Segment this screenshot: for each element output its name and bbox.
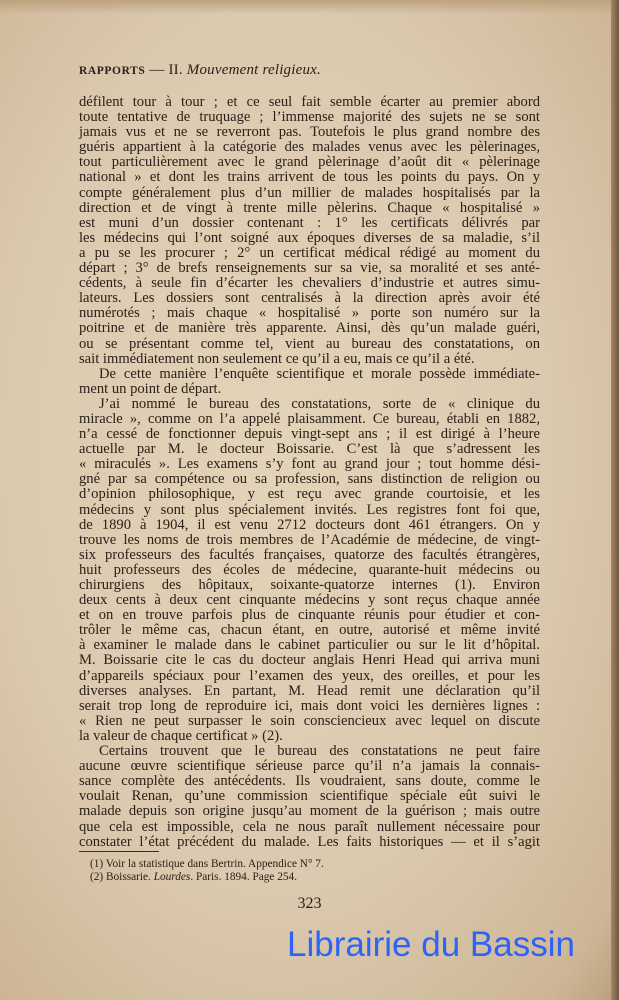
text-line: miracle », comme on l’a appelé plaisamment. Ce bureau, établi en 1882, [79,410,540,427]
text-line: tout particulièrement avec le grand pèlerinage d’août dit « pèlerinage [79,154,540,171]
text-line: compte généralement plus d’un millier de malades hospitalisés par la [79,184,540,201]
text-line: à examiner le malade dans le cabinet particulier ou sur le lit d’hôpital. [79,637,540,654]
text-line: voulait Renan, qu’une commission scientifique spéciale eût suivi le [79,788,540,805]
header-section: RAPPORTS [79,65,146,77]
text-line: sance complète des antécédents. Ils voudraient, sans doute, comme le [79,773,540,790]
text-line: trôler le même cas, chacun étant, en outre, autorisé et même invité [79,622,540,639]
footnote-rule [79,851,159,852]
header-title: Mouvement religieux. [186,62,321,78]
page-edge [611,0,619,1000]
text-line: « Rien ne peut surpasser le soin consciencieux avec lequel on discute [79,712,540,729]
text-line: défilent tour à tour ; et ce seul fait semble écarter au premier abord [79,94,540,110]
text-line: numérotés ; mais chaque « hospitalisé » porte son numéro sur la [79,305,540,322]
text-line: De cette manière l’enquête scientifique et morale possède immédiate- [99,365,540,382]
footnote [90,871,324,884]
text-line: J’ai nommé le bureau des constatations, sorte de « clinique du [99,395,540,412]
text-line: actuelle par M. le docteur Boissarie. C’est là que s’adressent les [79,441,540,458]
text-line: diverses analyses. En partant, M. Head remit une déclaration qu’il [79,682,540,699]
running-header [79,62,321,79]
page-number: 323 [297,895,322,912]
text-line: Certains trouvent que le bureau des constatations ne peut faire [99,743,540,760]
header-chapter: — II. [145,62,187,78]
text-line: jamais vus et ne se reverront pas. Toutefois le plus grand nombre des [79,124,540,141]
text-line: « miraculés ». Les examens s’y font au grand jour ; tout homme dési- [79,456,540,473]
text-line: d’opinion philosophique, y est reçu avec grande courtoisie, et les [79,486,540,503]
watermark: Librairie du Bassin [287,925,575,964]
text-line: malade depuis son origine jusqu’au moment de la guérison ; mais outre [79,803,540,820]
text-line: national » et dont les trains arrivent de tous les points du pays. On y [79,169,540,186]
footnote-it: Lourdes [153,870,191,883]
text-line: n’a cessé de fonctionner depuis vingt-sept ans ; il est dirigé à l’heure [79,426,540,443]
text-line: guéris appartient à la catégorie des malades venus avec les pèlerinages, [79,139,540,156]
text-line: poitrine et de manière très apparente. Ainsi, dès qu’un malade guéri, [79,320,540,337]
text-line: cédents, à seule fin d’écarter les chevaliers d’industrie et autres simu- [79,275,540,292]
page-top-shadow [0,0,619,14]
text-line: chirurgiens des hôpitaux, soixante-quatorze internes (1). Environ [79,577,540,593]
text-line: toute tentative de truquage ; l’immense majorité des sujets ne se sont [79,109,540,126]
text-line: médecins y sont plus spécialement invités. Les registres font foi que, [79,501,540,518]
footnote-pre: (2) Boissarie. [90,870,154,883]
text-line: que cela est impossible, cela ne nous paraît nullement nécessaire pour [79,818,540,835]
text-line: sait immédiatement non seulement ce qu’il a eu, mais ce qu’il a été. [79,350,475,367]
text-line: ment un point de départ. [79,380,222,397]
text-line: M. Boissarie cite le cas du docteur anglais Henri Head qui arriva muni [79,652,540,669]
text-line: aucune œuvre scientifique sérieuse parce qu’il n’a jamais la connais- [79,758,540,775]
text-line: de 1890 à 1904, il est venu 2712 docteurs dont 461 étrangers. On y [79,516,540,533]
text-line: huit professeurs des écoles de médecine, quarante-huit médecins ou [79,561,540,578]
footnotes [90,858,324,883]
text-line: constater l’état précédent du malade. Les faits historiques — et il s’agit [79,833,540,850]
text-line: lateurs. Les dossiers sont centralisés à la direction après avoir été [79,290,540,307]
footnote-pre: (1) Voir la statistique dans Bertrin. Appendice N° 7. [90,858,324,870]
text-line: et on en trouve parfois plus de cinquante réunis pour étudier et con- [79,607,540,624]
footnote [90,858,324,871]
text-line: six professeurs des facultés françaises, quatorze des facultés étrangères, [79,546,540,563]
text-line: est muni d’un dossier contenant : 1° les certificats délivrés par [79,214,540,231]
body-text [79,95,540,850]
text-line: deux cents à deux cent cinquante médecins y sont reçus chaque année [79,592,540,609]
text-line: d’appareils spéciaux pour l’examen des yeux, des oreilles, et pour les [79,667,540,684]
text-line: départ ; 3° de brefs renseignements sur sa vie, sa moralité et ses anté- [79,260,540,277]
text-line: la valeur de chaque certificat » (2). [79,727,283,744]
text-line: serait trop long de reproduire ici, mais dont voici les dernières lignes : [79,697,540,714]
text-line: les médecins qui l’ont soigné aux époques diverses de sa maladie, s’il [79,229,540,246]
text-line: direction et de vingt à trente mille pèlerins. Chaque « hospitalisé » [79,199,540,216]
text-line: gné par sa compétence ou sa profession, sans distinction de religion ou [79,471,540,488]
text-line: a pu se les procurer ; 2° un certificat médical rédigé au moment du [79,244,540,261]
text-line: trouve les noms de trois membres de l’Académie de médecine, de vingt- [79,531,540,548]
footnote-post: . Paris. 1894. Page 254. [190,870,298,883]
text-line: ou se présentant comme tel, vient au bureau des constatations, on [79,335,540,352]
